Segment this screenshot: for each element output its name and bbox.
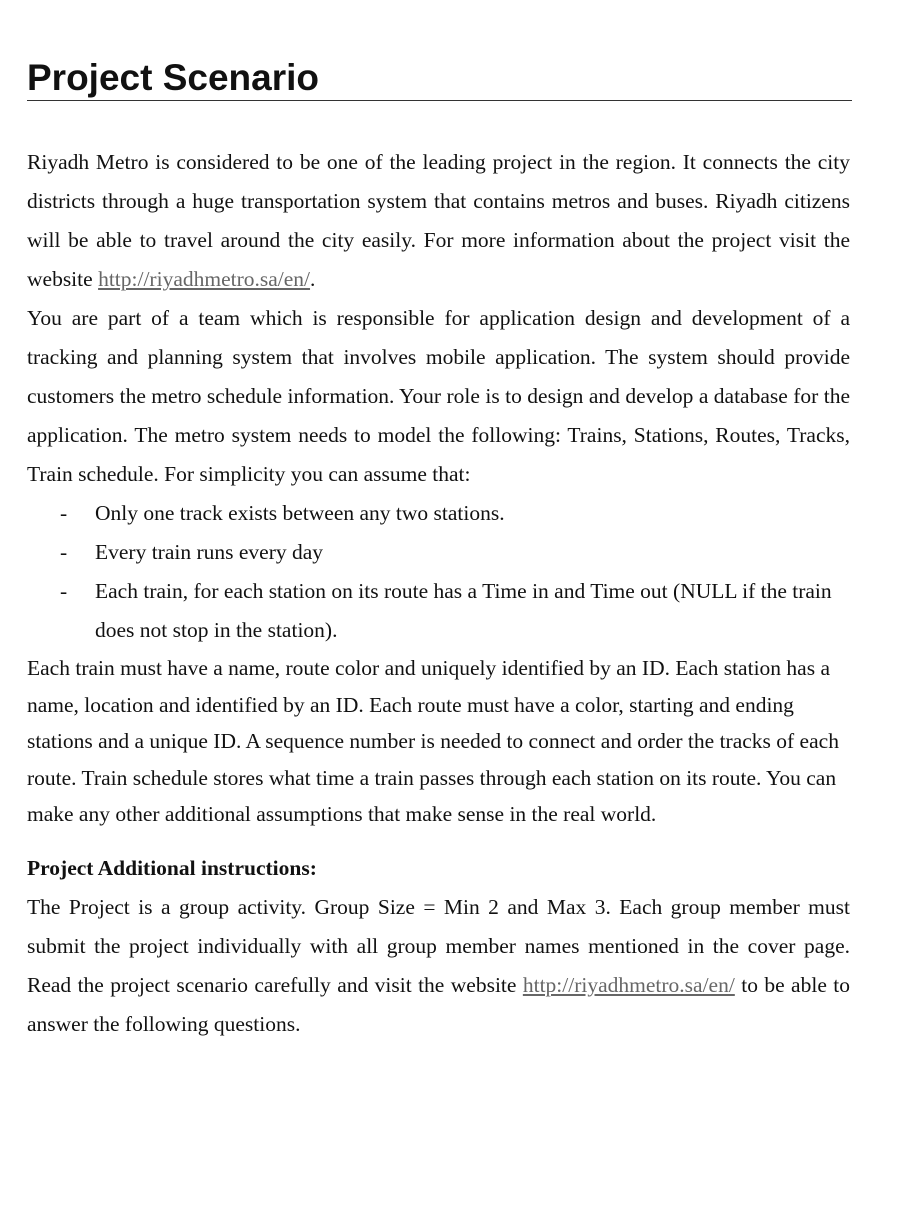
role-paragraph: You are part of a team which is responsible for application design and development of a tracking and planning system that involves mobile application. The system should provide customers the metro schedule information. Your role is to design and develop a database for the application. The metro system needs to model the following: Trains, Stations, Routes, Tracks, Train schedule. For simplicity you can assume that: bbox=[27, 306, 850, 486]
list-item-text: Only one track exists between any two stations. bbox=[95, 501, 505, 525]
bullet-dash: - bbox=[60, 579, 68, 603]
additional-text: The Project is a group activity. Group Size = Min 2 and Max 3. Each group member must submit the project individually with all group member names mentioned in the cover page. Read the project scenario carefully and visit the website bbox=[27, 894, 850, 997]
list-item bbox=[27, 494, 850, 533]
list-item bbox=[27, 533, 850, 572]
requirements-paragraph: Each train must have a name, route color and uniquely identified by an ID. Each station has a name, location and identified by an ID. Each route must have a color, starting and ending stations and a unique ID. A sequence number is needed to connect and order the tracks of each route. Train schedule stores what time a train passes through each station on its route. You can make any other additional assumptions that make sense in the real world. bbox=[27, 656, 839, 826]
additional-instructions-paragraph bbox=[27, 888, 850, 1044]
additional-instructions-heading: Project Additional instructions: bbox=[27, 855, 317, 880]
list-item-text: Every train runs every day bbox=[95, 540, 324, 564]
bullet-dash: - bbox=[60, 540, 68, 564]
intro-punctuation: . bbox=[310, 267, 316, 291]
intro-text: Riyadh Metro is considered to be one of the leading project in the region. It connects the city districts through a huge transportation system that contains metros and buses. Riyadh citizens will be able to travel around the city easily. For more information about the project visit the website bbox=[27, 150, 850, 291]
intro-paragraph bbox=[27, 143, 850, 299]
document-body bbox=[27, 143, 850, 1044]
list-item bbox=[27, 572, 850, 650]
list-item-text: Each train, for each station on its route has a Time in and Time out (NULL if the train does not stop in the station). bbox=[95, 579, 832, 642]
bullet-dash: - bbox=[60, 501, 68, 525]
additional-text-end: to be able to answer the following questions. bbox=[27, 972, 850, 1036]
website-link-2[interactable]: http://riyadhmetro.sa/en/ bbox=[522, 972, 735, 997]
website-link[interactable]: http://riyadhmetro.sa/en/ bbox=[98, 267, 311, 291]
page-title: Project Scenario bbox=[27, 56, 852, 101]
assumptions-list bbox=[27, 494, 850, 650]
